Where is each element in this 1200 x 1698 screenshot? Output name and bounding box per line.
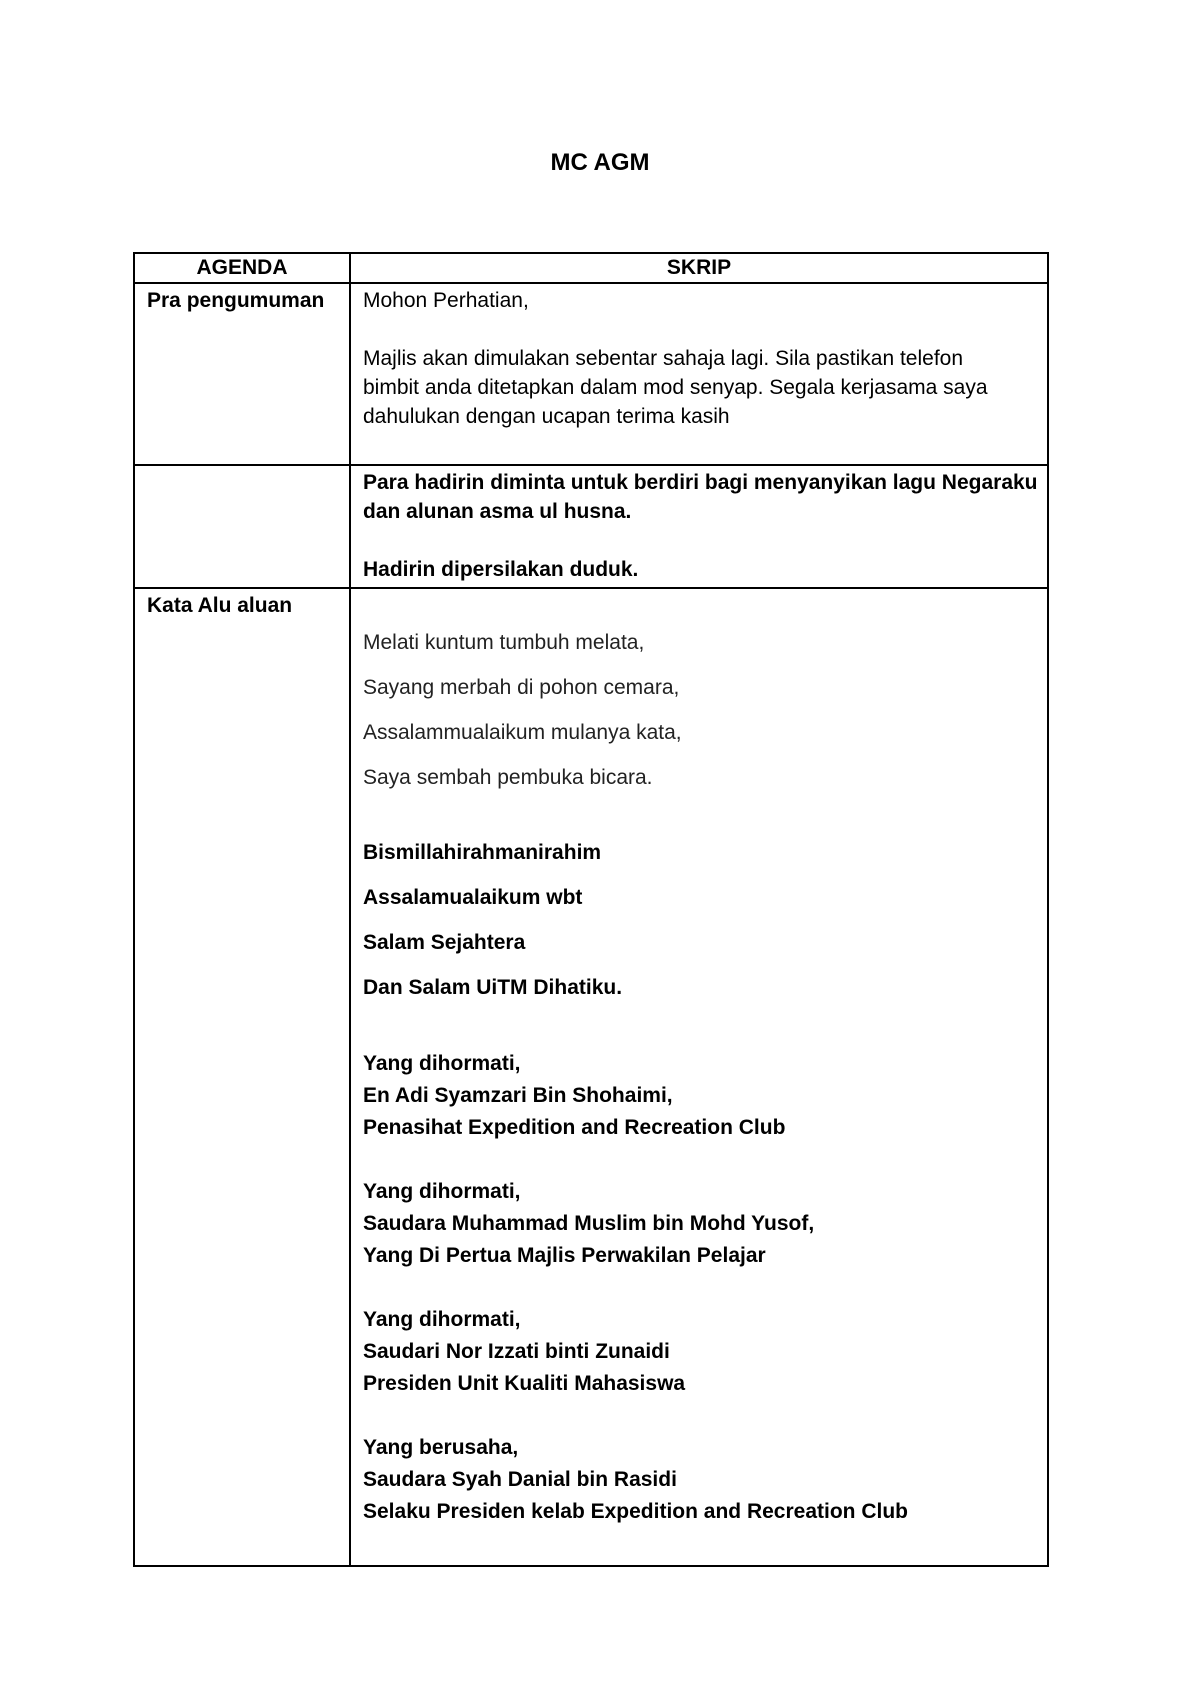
skrip-cell — [350, 283, 1048, 465]
address-line: Saudari Nor Izzati binti Zunaidi — [363, 1340, 670, 1363]
header-agenda: AGENDA — [134, 253, 350, 283]
skrip-cell — [350, 588, 1048, 1566]
page-title: MC AGM — [550, 149, 650, 176]
skrip-cell — [350, 465, 1048, 588]
greeting-line: Dan Salam UiTM Dihatiku. — [363, 976, 623, 999]
address-line: En Adi Syamzari Bin Shohaimi, — [363, 1084, 673, 1107]
greeting-line: Assalamualaikum wbt — [363, 886, 583, 909]
script-line: bimbit anda ditetapkan dalam mod senyap. Segala kerjasama saya — [363, 376, 988, 399]
address-line: Selaku Presiden kelab Expedition and Recreation Club — [363, 1500, 908, 1523]
address-line: Yang dihormati, — [363, 1180, 521, 1203]
header-skrip: SKRIP — [350, 253, 1048, 283]
pantun-line: Melati kuntum tumbuh melata, — [363, 631, 645, 654]
agenda-cell: Kata Alu aluan — [134, 588, 350, 1566]
table-header-row — [134, 253, 1048, 283]
greeting-line: Salam Sejahtera — [363, 931, 526, 954]
script-line: dahulukan dengan ucapan terima kasih — [363, 405, 730, 428]
pantun-line: Saya sembah pembuka bicara. — [363, 766, 653, 789]
table-row — [134, 465, 1048, 588]
script-line: Majlis akan dimulakan sebentar sahaja lagi. Sila pastikan telefon — [363, 347, 964, 370]
pantun-line: Assalammualaikum mulanya kata, — [363, 721, 682, 744]
address-line: Yang berusaha, — [363, 1436, 519, 1459]
pantun-line: Sayang merbah di pohon cemara, — [363, 676, 680, 699]
script-line: Para hadirin diminta untuk berdiri bagi menyanyikan lagu Negaraku — [363, 471, 1038, 494]
address-line: Presiden Unit Kualiti Mahasiswa — [363, 1372, 686, 1395]
table-row — [134, 283, 1048, 465]
agenda-cell — [134, 465, 350, 588]
address-line: Saudara Syah Danial bin Rasidi — [363, 1468, 677, 1491]
address-line: Penasihat Expedition and Recreation Club — [363, 1116, 786, 1139]
agenda-cell: Pra pengumuman — [134, 283, 350, 465]
greeting-line: Bismillahirahmanirahim — [363, 841, 602, 864]
script-line: dan alunan asma ul husna. — [363, 500, 632, 523]
address-line: Yang Di Pertua Majlis Perwakilan Pelajar — [363, 1244, 766, 1267]
script-line: Hadirin dipersilakan duduk. — [363, 558, 639, 581]
script-table — [133, 252, 1049, 1567]
address-line: Yang dihormati, — [363, 1308, 521, 1331]
address-line: Saudara Muhammad Muslim bin Mohd Yusof, — [363, 1212, 815, 1235]
script-line: Mohon Perhatian, — [363, 289, 529, 312]
table-row — [134, 588, 1048, 1566]
address-line: Yang dihormati, — [363, 1052, 521, 1075]
